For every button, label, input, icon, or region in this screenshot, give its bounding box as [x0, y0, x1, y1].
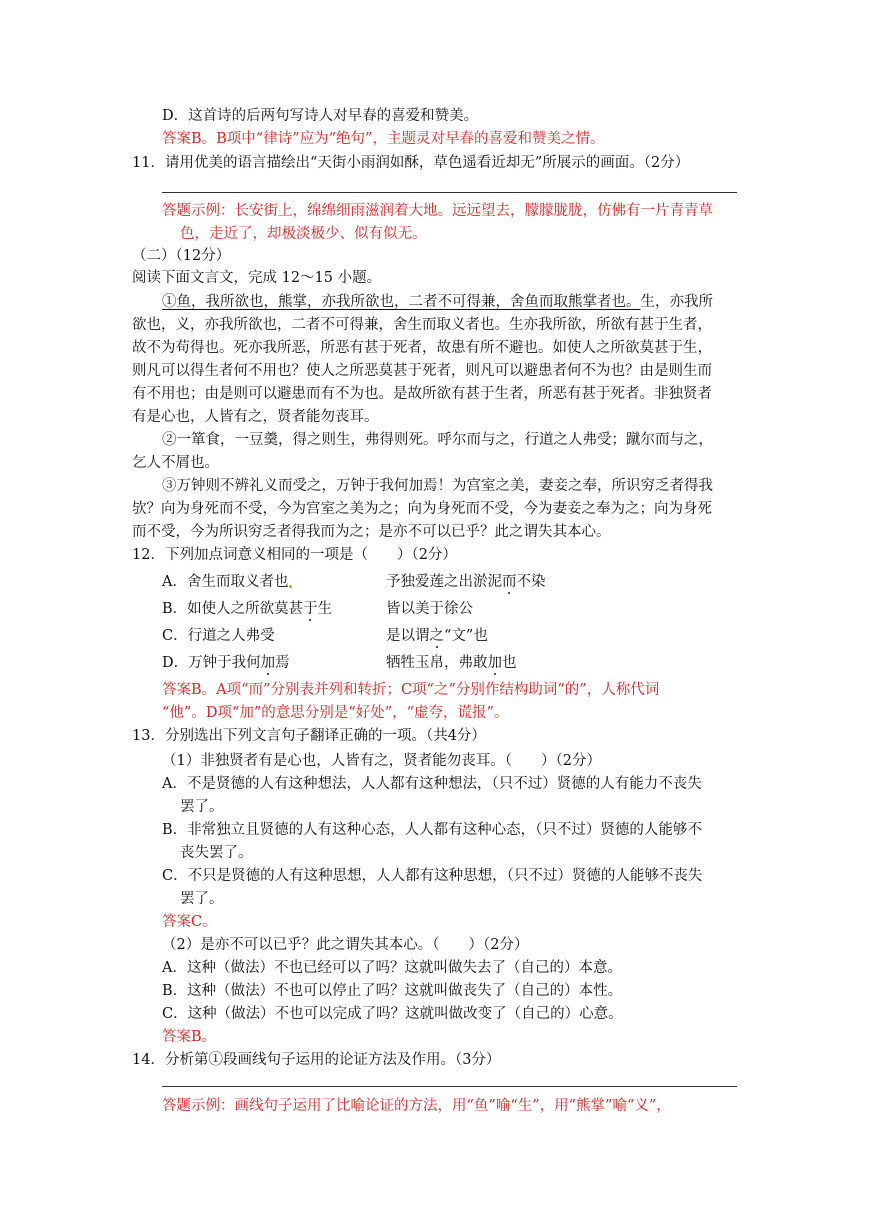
dotted-word: 之	[429, 628, 444, 644]
q12-option-d-right: 牺牲玉帛，弗敢加也	[386, 655, 517, 671]
q11-answer-line1: 答题示例：长安街上，绵绵细雨滋润着大地。远远望去，朦朦胧胧，仿佛有一片青青草	[162, 203, 713, 219]
passage-p2-line1: ②一箪食，一豆羹，得之则生，弗得则死。呼尔而与之，行道之人弗受；蹴尔而与之，	[162, 432, 713, 448]
dotted-word: 加	[487, 655, 502, 671]
q11-question: 11．请用优美的语言描绘出“天街小雨润如酥，草色遥看近却无”所展示的画面。（2分）	[132, 155, 690, 171]
passage-p3-line1: ③万钟则不辨礼义而受之，万钟于我何加焉！为宫室之美，妻妾之奉，所识穷乏者得我	[162, 478, 713, 494]
dotted-word: 加	[260, 655, 276, 671]
q13-sub2-option-b: B．这种（做法）不也可以停止了吗？这就叫做丧失了（自己的）本性。	[162, 983, 623, 999]
passage-p1-line3: 故不为苟得也。死亦我所恶，所恶有甚于死者，故患有所不避也。如使人之所欲莫甚于生，	[132, 340, 712, 356]
q11-answer-line2: 色，走近了，却极淡极少、似有似无。	[180, 226, 427, 242]
q12-answer-line2: “他”。D项“加”的意思分别是“好处”，“虚夸，谎报”。	[162, 705, 509, 721]
q12-answer-line1: 答案B。A项“而”分别表并列和转折；C项“之”分别作结构助词“的”，人称代词	[162, 682, 660, 698]
q13-sub2: （2）是亦不可以已乎？此之谓失其本心。（ ）（2分）	[162, 937, 529, 953]
passage-p1-line2: 欲也，义，亦我所欲也，二者不可得兼，舍生而取义者也。生亦我所欲，所欲有甚于生者，	[132, 317, 712, 333]
q13-sub1-answer: 答案C。	[162, 914, 217, 930]
passage-p3-line2: 欤？向为身死而不受，今为宫室之美为之；向为身死而不受，今为妻妾之奉为之；向为身死	[132, 501, 712, 517]
q12-option-b-right: 皆以美于徐公	[386, 601, 473, 617]
answer-line	[162, 1086, 737, 1087]
q13-sub2-answer: 答案B。	[162, 1029, 217, 1045]
q13-sub1-option-b-line2: 丧失罢了。	[180, 845, 253, 861]
q14-question: 14．分析第①段画线句子运用的论证方法及作用。（3分）	[132, 1052, 501, 1068]
q13-sub2-option-c: C．这种（做法）不也可以完成了吗？这就叫做改变了（自己的）心意。	[162, 1006, 623, 1022]
section-header: （二）（12分）	[132, 248, 231, 264]
passage-p1-line6: 有是心也，人皆有之，贤者能勿丧耳。	[132, 409, 379, 425]
q10-answer: 答案B。B项中“律诗”应为“绝句”，主题灵对早春的喜爱和赞美之情。	[162, 131, 605, 147]
q13-sub2-option-a: A．这种（做法）不也已经可以了吗？这就叫做失去了（自己的）本意。	[162, 960, 622, 976]
dotted-word: 而	[502, 574, 517, 590]
q12-option-a-left: A．舍生而取义者也	[162, 574, 289, 590]
q12-option-b-left: B．如使人之所欲莫甚于生	[162, 601, 333, 617]
q13-sub1-option-b-line1: B．非常独立且贤德的人有这种心态，人人都有这种心态，（只不过）贤德的人能够不	[162, 822, 702, 838]
q13-sub1-option-c-line1: C．不只是贤德的人有这种思想，人人都有这种思想，（只不过）贤德的人能够不丧失	[162, 868, 703, 884]
q12-option-c-left: C．行道之人弗受	[162, 628, 275, 644]
q13-sub1-option-c-line2: 罢了。	[180, 891, 224, 907]
q13-sub1-option-a-line2: 罢了。	[180, 799, 224, 815]
q12-question: 12．下列加点词意义相同的一项是（ ）（2分）	[132, 547, 457, 563]
underlined-sentence: ①鱼，我所欲也，熊掌，亦我所欲也，二者不可得兼，舍鱼而取熊掌者也。	[162, 294, 641, 310]
passage-p1-line5: 有不用也；由是则可以避患而有不为也。是故所欲有甚于生者，所恶有甚于死者。非独贤者	[132, 386, 712, 402]
passage-p1-line4: 则凡可以得生者何不用也？使人之所恶莫甚于死者，则凡可以避患者何不为也？由是则生而	[132, 363, 712, 379]
q12-option-c-right: 是以谓之“文”也	[386, 628, 488, 644]
q13-sub1-option-a-line1: A．不是贤德的人有这种想法，人人都有这种想法，（只不过）贤德的人有能力不丧失	[162, 776, 702, 792]
answer-line	[162, 192, 737, 193]
passage-p1-line1: ①鱼，我所欲也，熊掌，亦我所欲也，二者不可得兼，舍鱼而取熊掌者也。生，亦我所	[162, 294, 713, 310]
passage-p3-line3: 而不受，今为所识穷乏者得我而为之；是亦不可以已乎？此之谓失其本心。	[132, 524, 611, 540]
passage-p2-line2: 乞人不屑也。	[132, 455, 219, 471]
q13-sub1: （1）非独贤者有是心也，人皆有之，贤者能勿丧耳。（ ）（2分）	[162, 753, 601, 769]
dotted-word: 于	[303, 601, 318, 617]
q13-question: 13．分别选出下列文言句子翻译正确的一项。（共4分）	[132, 728, 486, 744]
q12-option-d-left: D．万钟于我何加焉	[162, 655, 290, 671]
reading-instruction: 阅读下面文言文，完成 12～15 小题。	[132, 270, 382, 286]
q12-option-a-right: 予独爱莲之出淤泥而不染	[386, 574, 546, 590]
dotted-word: 也	[273, 574, 289, 590]
q10-option-d: D．这首诗的后两句写诗人对早春的喜爱和赞美。	[162, 108, 479, 124]
q14-answer-line1: 答题示例：画线句子运用了比喻论证的方法，用“鱼”喻“生”，用“熊掌”喻“义”，	[162, 1098, 671, 1114]
